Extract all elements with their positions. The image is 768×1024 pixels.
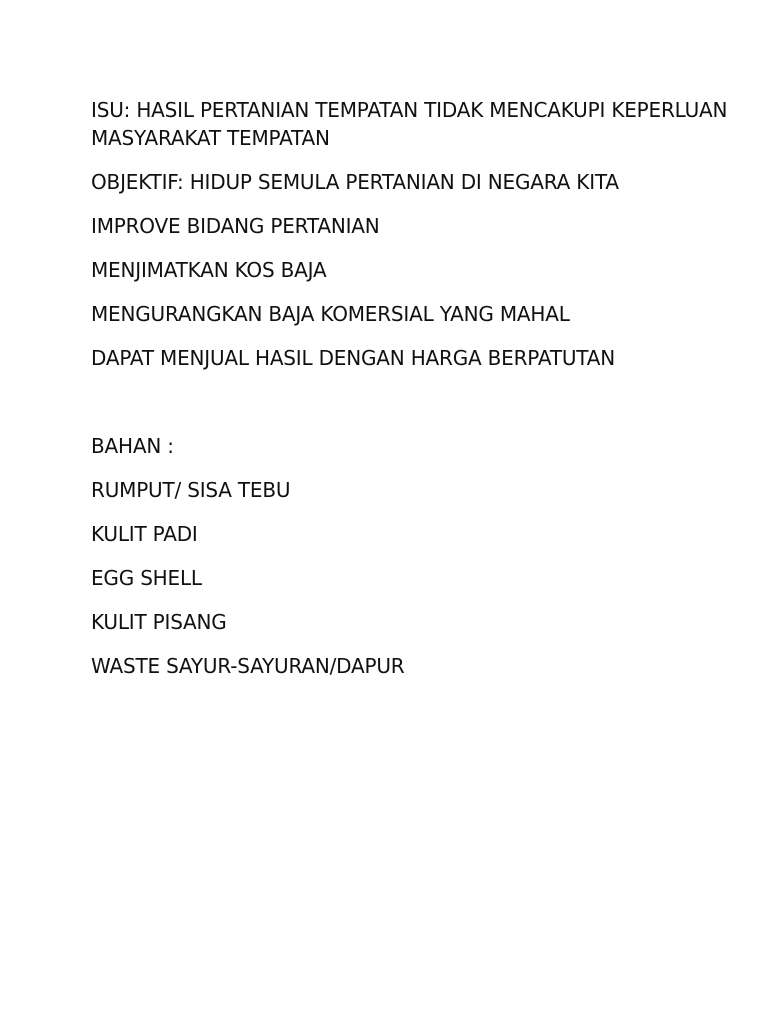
blank-line xyxy=(91,388,731,432)
objective-statement: OBJEKTIF: HIDUP SEMULA PERTANIAN DI NEGARA KITA xyxy=(91,170,619,194)
document-body xyxy=(91,96,731,696)
list-item: IMPROVE BIDANG PERTANIAN xyxy=(91,214,380,238)
materials-heading: BAHAN : xyxy=(91,434,174,458)
list-item: DAPAT MENJUAL HASIL DENGAN HARGA BERPATUTAN xyxy=(91,346,615,370)
material-item: WASTE SAYUR-SAYURAN/DAPUR xyxy=(91,654,405,678)
material-item: RUMPUT/ SISA TEBU xyxy=(91,478,291,502)
material-item: EGG SHELL xyxy=(91,566,202,590)
issue-statement: ISU: HASIL PERTANIAN TEMPATAN TIDAK MENCAKUPI KEPERLUAN MASYARAKAT TEMPATAN xyxy=(91,98,728,150)
list-item: MENJIMATKAN KOS BAJA xyxy=(91,258,327,282)
list-item: MENGURANGKAN BAJA KOMERSIAL YANG MAHAL xyxy=(91,302,570,326)
material-item: KULIT PISANG xyxy=(91,610,227,634)
material-item: KULIT PADI xyxy=(91,522,198,546)
